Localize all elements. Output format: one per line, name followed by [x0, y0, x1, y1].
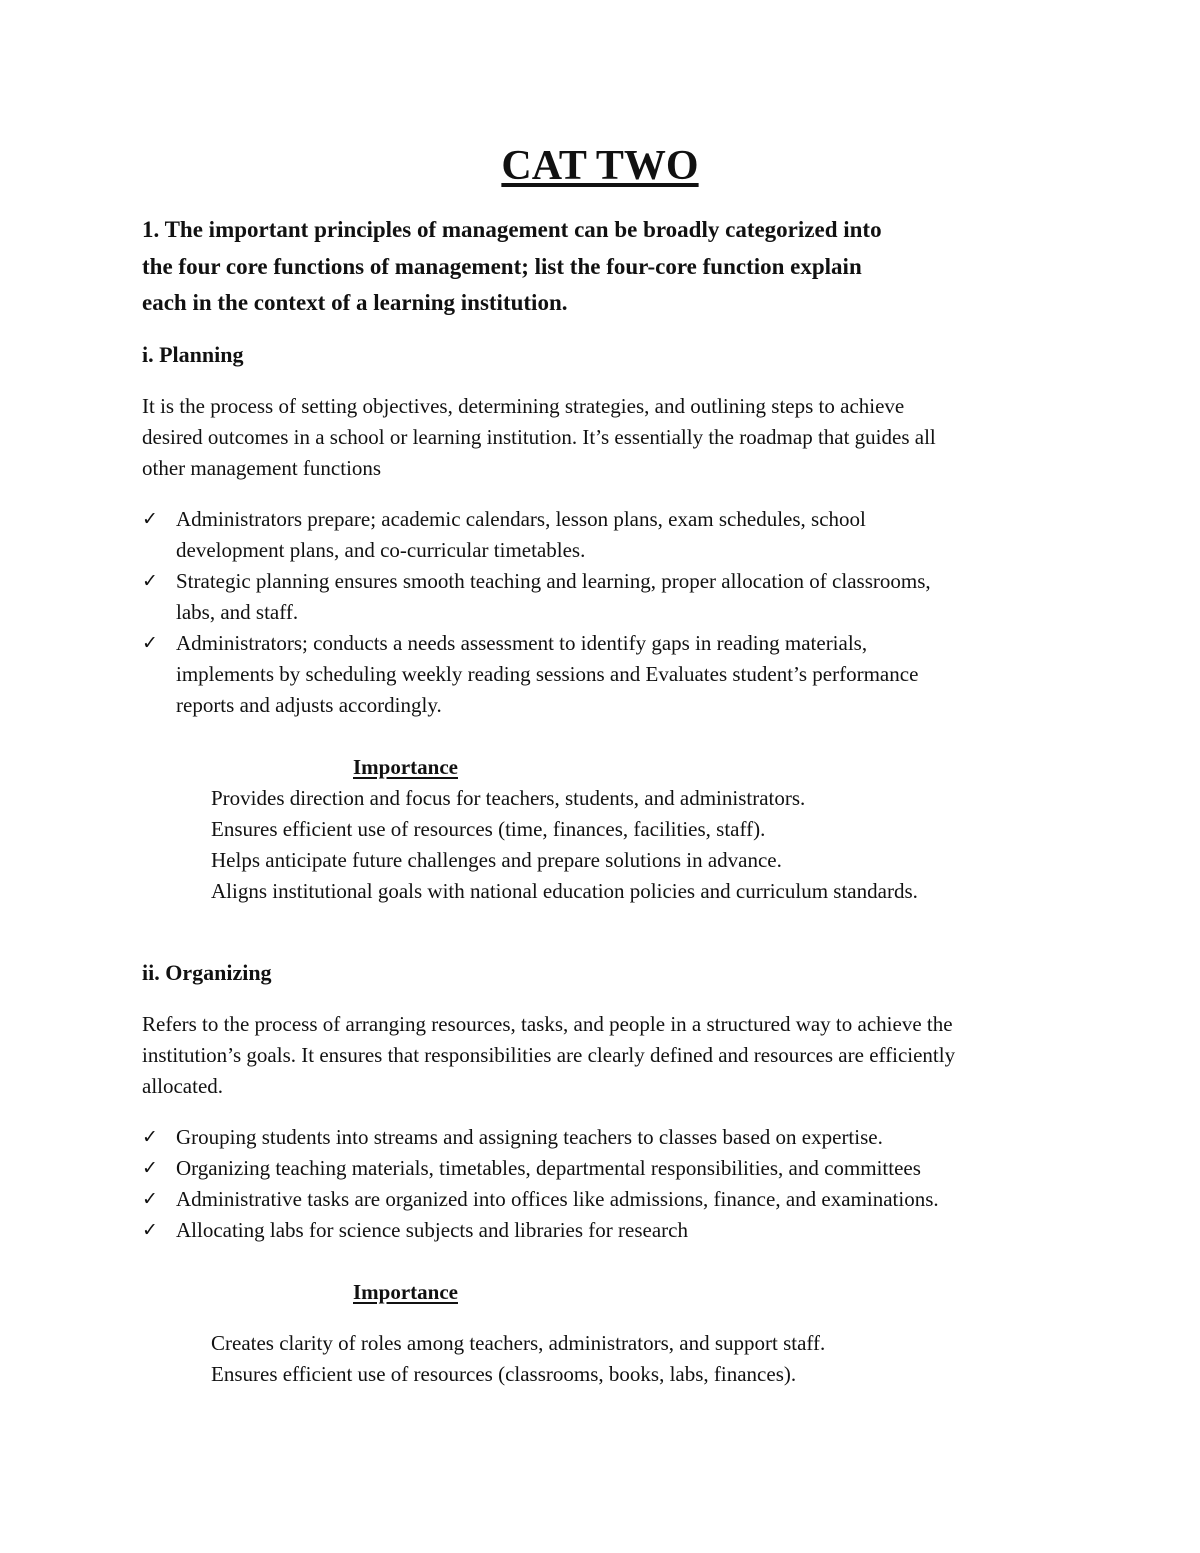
- importance-line: Aligns institutional goals with national education policies and curriculum standards.: [211, 879, 918, 903]
- bullet-text: development plans, and co-curricular timetables.: [176, 538, 586, 562]
- paragraph-line: allocated.: [142, 1074, 224, 1098]
- question-line: each in the context of a learning institution.: [142, 290, 568, 315]
- paragraph-line: It is the process of setting objectives, determining strategies, and outlining steps to achieve: [142, 394, 905, 418]
- bullet-text: Administrators prepare; academic calendars, lesson plans, exam schedules, school: [176, 507, 866, 531]
- bullet-text: Allocating labs for science subjects and libraries for research: [176, 1218, 688, 1242]
- bullet-text: reports and adjusts accordingly.: [176, 693, 442, 717]
- paragraph-line: other management functions: [142, 456, 382, 480]
- importance-line: Provides direction and focus for teachers, students, and administrators.: [211, 786, 806, 810]
- importance-heading: Importance: [353, 755, 458, 779]
- paragraph-line: Refers to the process of arranging resources, tasks, and people in a structured way to achieve the: [142, 1012, 953, 1036]
- importance-line: Creates clarity of roles among teachers, administrators, and support staff.: [211, 1331, 826, 1355]
- checkmark-icon: ✓: [142, 632, 158, 654]
- checkmark-icon: ✓: [142, 1188, 158, 1210]
- bullet-text: Administrative tasks are organized into offices like admissions, finance, and examinations.: [176, 1187, 939, 1211]
- bullet-text: Organizing teaching materials, timetables, departmental responsibilities, and committees: [176, 1156, 921, 1180]
- importance-heading: Importance: [353, 1280, 458, 1304]
- importance-line: Ensures efficient use of resources (time, finances, facilities, staff).: [211, 817, 766, 841]
- checkmark-icon: ✓: [142, 1219, 158, 1241]
- page-title: CAT TWO: [501, 143, 699, 189]
- paragraph-line: desired outcomes in a school or learning institution. It’s essentially the roadmap that guides all: [142, 425, 936, 449]
- question-line: 1. The important principles of management can be broadly categorized into: [142, 217, 882, 242]
- importance-line: Helps anticipate future challenges and prepare solutions in advance.: [211, 848, 782, 872]
- bullet-text: Grouping students into streams and assigning teachers to classes based on expertise.: [176, 1125, 883, 1149]
- checkmark-icon: ✓: [142, 1126, 158, 1148]
- section-heading-organizing: ii. Organizing: [142, 960, 272, 985]
- importance-line: Ensures efficient use of resources (classrooms, books, labs, finances).: [211, 1362, 797, 1386]
- paragraph-line: institution’s goals. It ensures that responsibilities are clearly defined and resources are efficiently: [142, 1043, 956, 1067]
- bullet-text: Strategic planning ensures smooth teaching and learning, proper allocation of classrooms,: [176, 569, 931, 593]
- bullet-text: implements by scheduling weekly reading sessions and Evaluates student’s performance: [176, 662, 919, 686]
- checkmark-icon: ✓: [142, 508, 158, 530]
- section-heading-planning: i. Planning: [142, 342, 244, 367]
- bullet-text: Administrators; conducts a needs assessment to identify gaps in reading materials,: [176, 631, 868, 655]
- question-line: the four core functions of management; list the four-core function explain: [142, 254, 862, 279]
- bullet-text: labs, and staff.: [176, 600, 299, 624]
- checkmark-icon: ✓: [142, 570, 158, 592]
- checkmark-icon: ✓: [142, 1157, 158, 1179]
